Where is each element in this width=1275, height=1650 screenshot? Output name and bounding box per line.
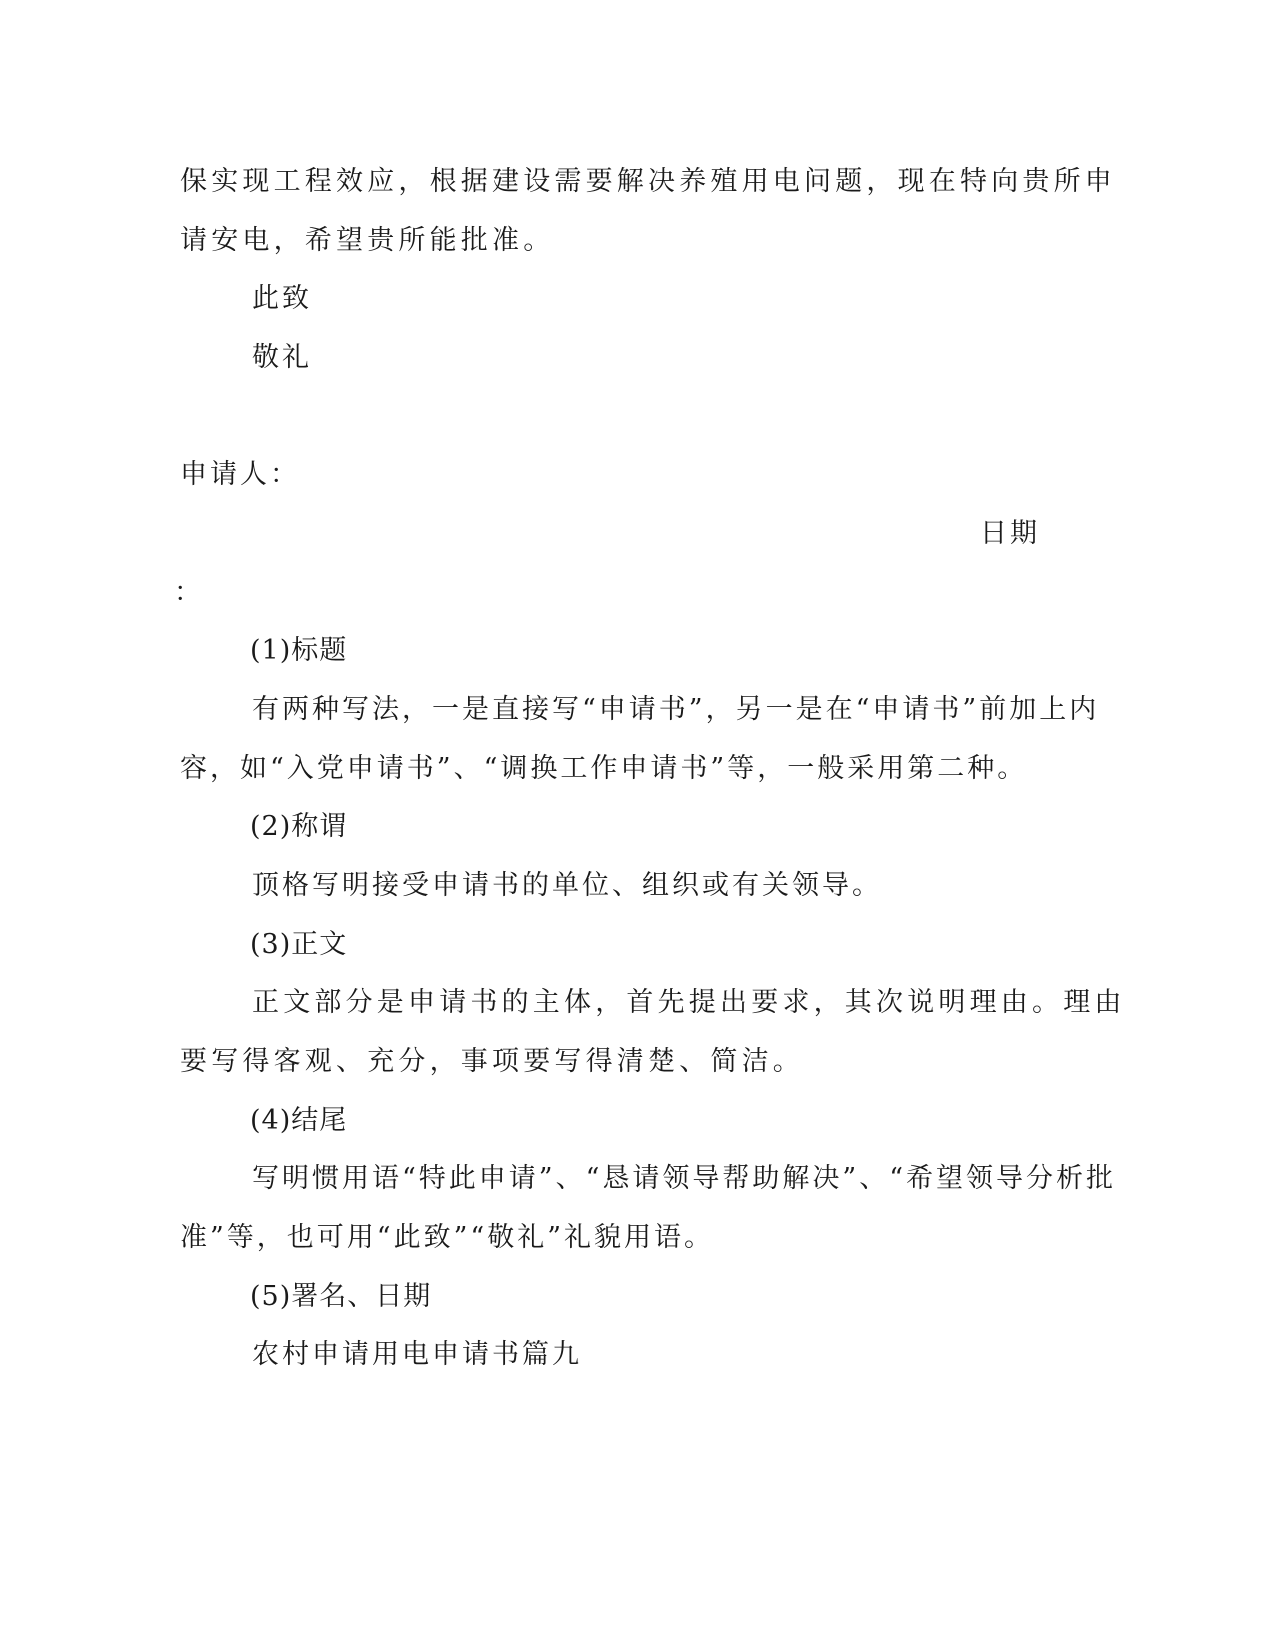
body-text-line: 正文部分是申请书的主体，首先提出要求，其次说明理由。理由 (252, 987, 1126, 1018)
body-text-line: 顶格写明接受申请书的单位、组织或有关领导。 (252, 870, 882, 901)
body-text-line: 保实现工程效应，根据建设需要解决养殖用电问题，现在特向贵所申 (180, 166, 1116, 197)
body-text-line: 有两种写法，一是直接写“申请书”，另一是在“申请书”前加上内 (252, 694, 1100, 725)
body-text-line: 容，如“入党申请书”、“调换工作申请书”等，一般采用第二种。 (180, 753, 1028, 784)
section-heading: (4)结尾 (250, 1105, 348, 1136)
body-text-line: 要写得客观、充分，事项要写得清楚、简洁。 (180, 1046, 804, 1077)
section-heading: (2)称谓 (250, 811, 348, 842)
closing-salutation: 此致 (252, 283, 312, 314)
body-text-line: 写明惯用语“特此申请”、“恳请领导帮助解决”、“希望领导分析批 (252, 1163, 1117, 1194)
next-section-title: 农村申请用电申请书篇九 (252, 1339, 582, 1370)
body-text-line: 请安电，希望贵所能批准。 (180, 225, 555, 256)
body-text-line: 准”等，也可用“此致”“敬礼”礼貌用语。 (180, 1222, 715, 1253)
section-heading: (1)标题 (250, 635, 348, 666)
date-label: 日期 (980, 518, 1040, 549)
section-heading: (3)正文 (250, 929, 348, 960)
closing-regards: 敬礼 (252, 342, 312, 373)
applicant-label: 申请人： (180, 459, 300, 490)
date-colon: ： (174, 577, 204, 608)
section-heading: (5)署名、日期 (250, 1281, 432, 1312)
